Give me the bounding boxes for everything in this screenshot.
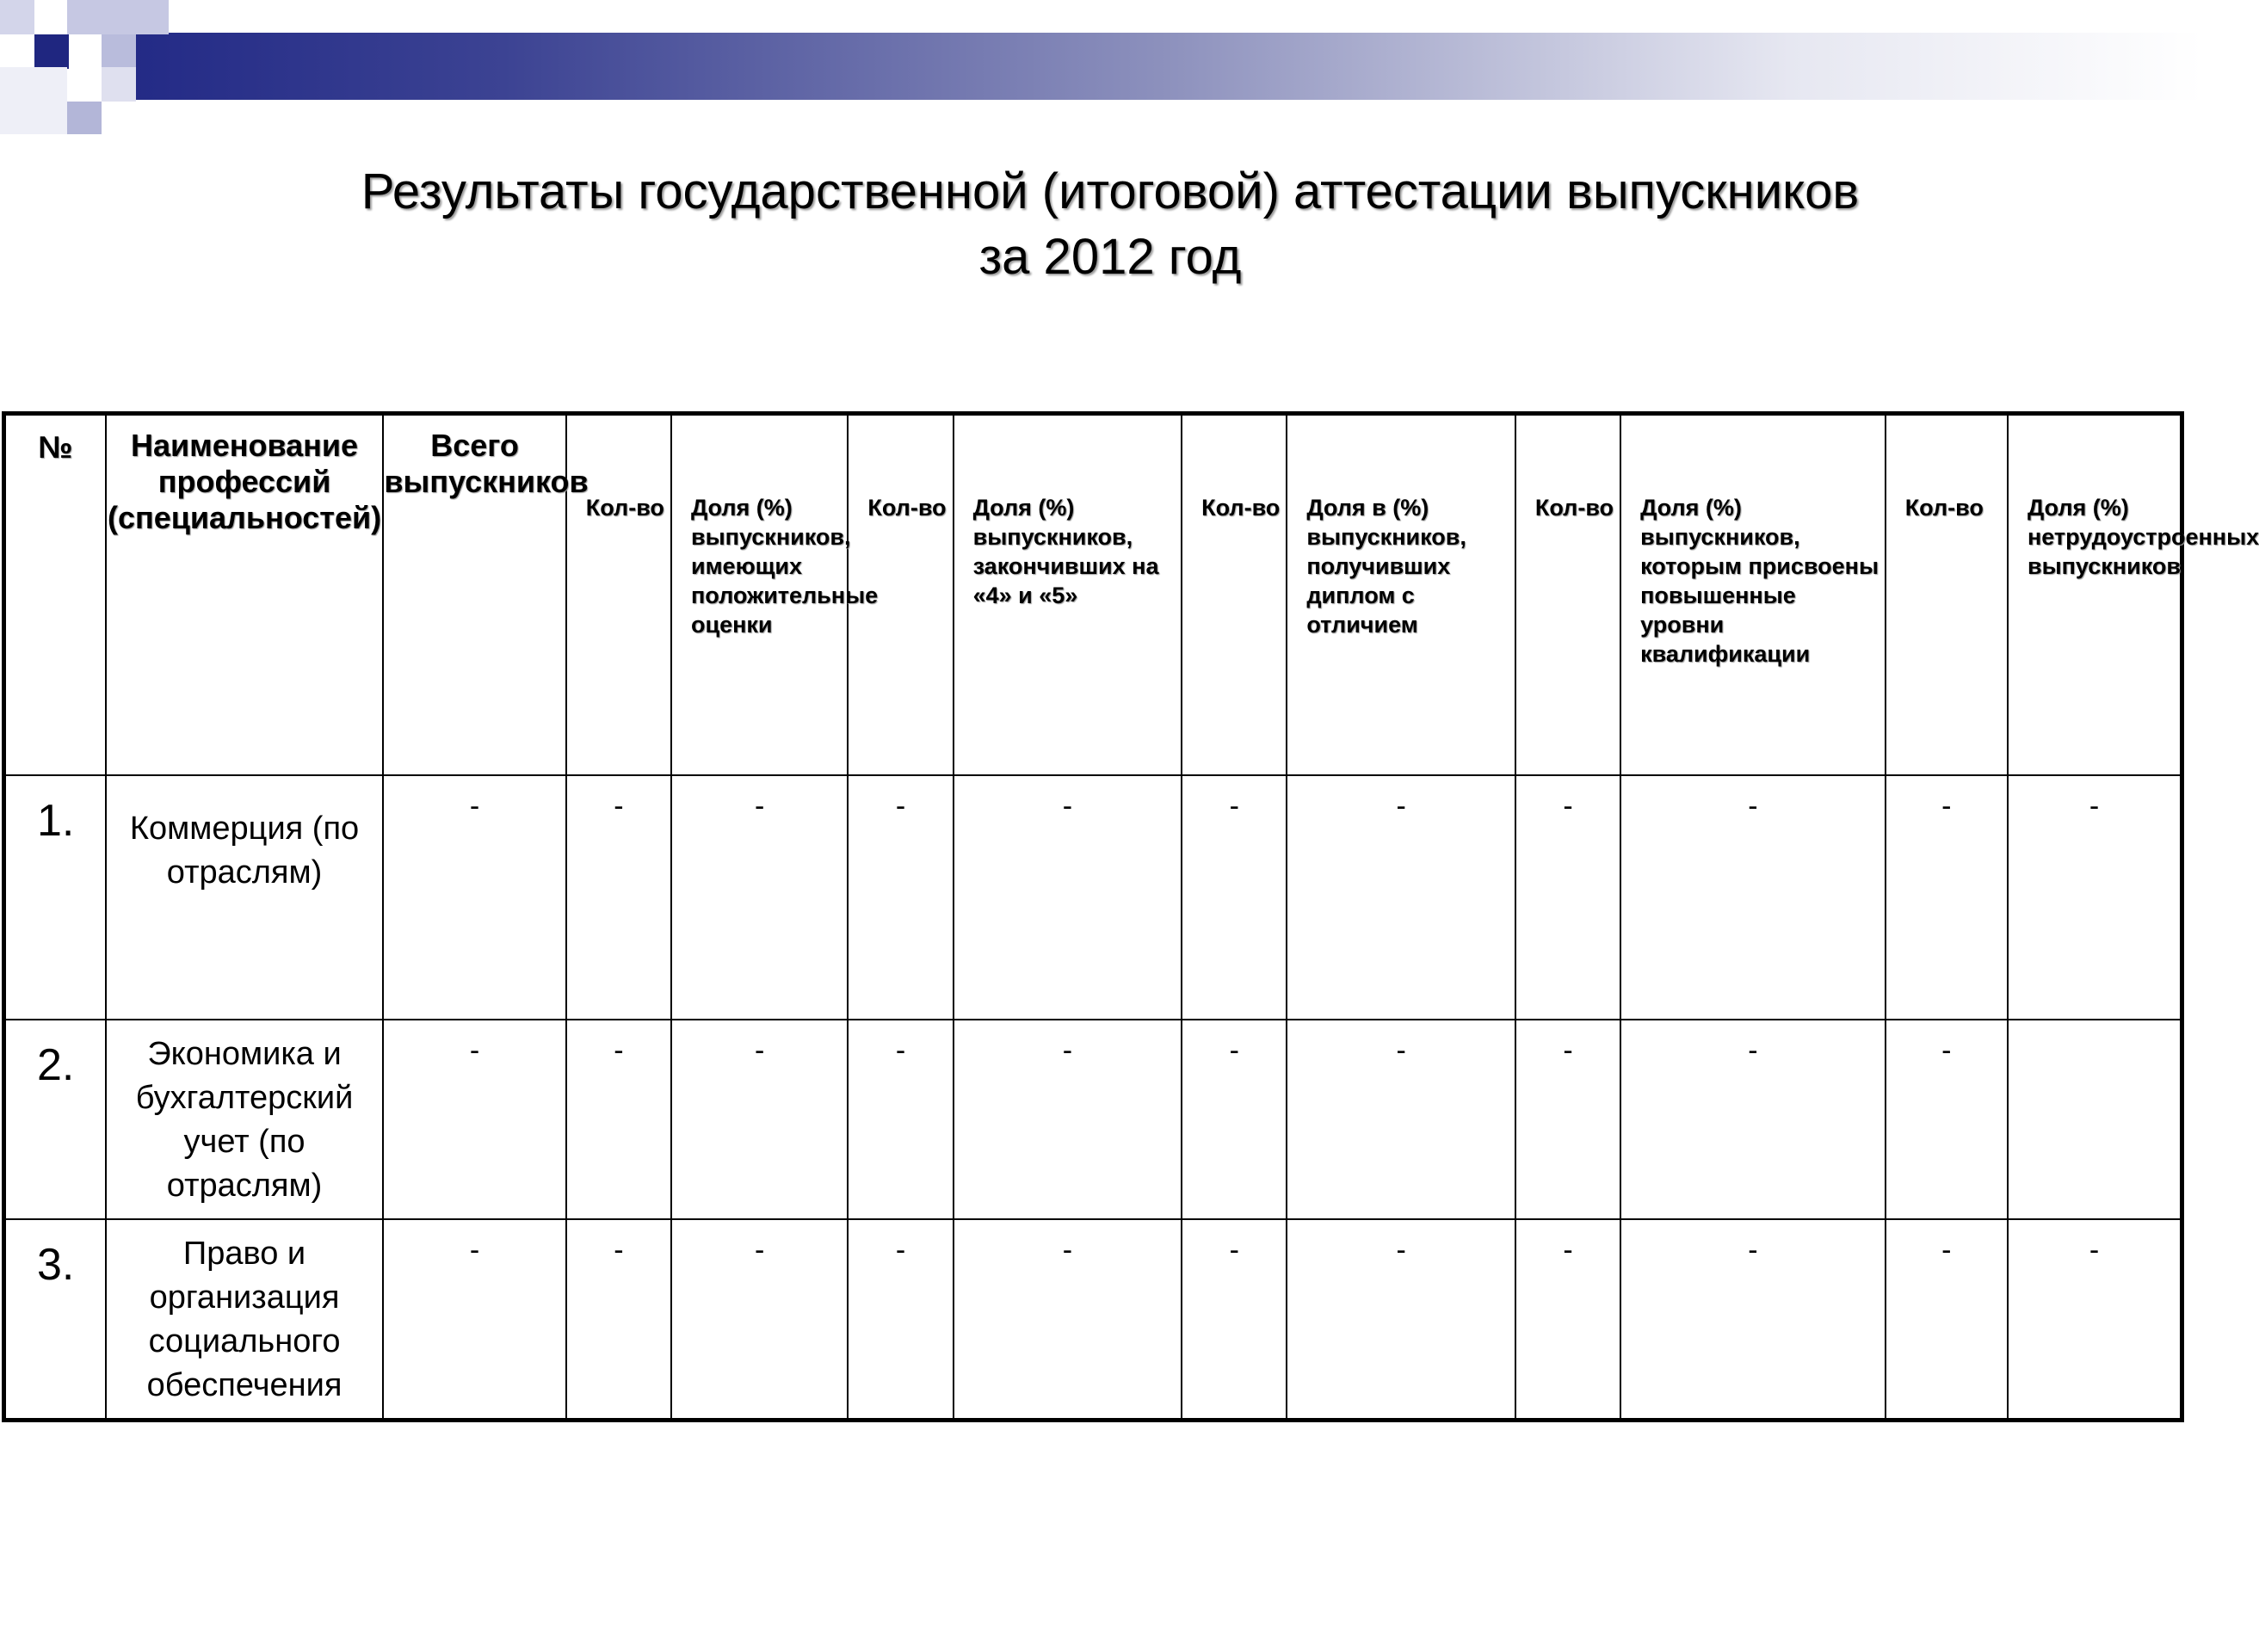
slide-title-line-1: Результаты государственной (итоговой) аттестации выпускников [361,163,1860,219]
table-cell: - [566,1219,671,1421]
table-cell: - [1182,1020,1287,1219]
table-cell: - [671,1020,848,1219]
table-row [4,1020,2182,1219]
table-cell: - [1287,1020,1515,1219]
table-cell: - [1886,775,2008,1020]
header-row [4,414,2182,775]
table-cell: - [848,1020,953,1219]
slide-title-line-2: за 2012 год [978,229,1242,285]
header-name: Наименование профессий (специальностей) [106,414,384,775]
header-share-positive: Доля (%) выпускников, имеющих положительные оценки [671,414,848,775]
table-cell: - [671,775,848,1020]
table-cell: - [954,1219,1182,1421]
row-number: 1. [4,775,106,1020]
row-number: 2. [4,1020,106,1219]
header-count: Кол-во [1886,414,2008,775]
header-share-unemployed: Доля (%) нетрудоустроенных выпускников [2008,414,2182,775]
header-count: Кол-во [848,414,953,775]
table-cell: - [1515,1219,1620,1421]
table-cell: - [1515,1020,1620,1219]
row-name: Экономика и бухгалтерский учет (по отраслям) [106,1020,384,1219]
table-cell: - [848,775,953,1020]
table-cell: - [954,1020,1182,1219]
decor-square [0,67,67,134]
header-count: Кол-во [1515,414,1620,775]
table-cell: - [566,775,671,1020]
decor-square [34,34,69,69]
table-row [4,1219,2182,1421]
decor-square [0,0,34,34]
slide-title [129,159,2091,290]
header-share-good-excellent: Доля (%) выпускников, закончивших на «4» и «5» [954,414,1182,775]
table-cell [2008,1020,2182,1219]
table-cell: - [1620,1219,1886,1421]
table-cell: - [383,775,565,1020]
header-count: Кол-во [566,414,671,775]
header-share-qualification: Доля (%) выпускников, которым присвоены повышенные уровни квалификации [1620,414,1886,775]
table-cell: - [566,1020,671,1219]
table-cell: - [383,1219,565,1421]
table-cell: - [2008,775,2182,1020]
decor-square [102,34,136,69]
header-count: Кол-во [1182,414,1287,775]
table-cell: - [1886,1020,2008,1219]
table-cell: - [1620,1020,1886,1219]
header-share-honors: Доля в (%) выпускников, получивших диплом с отличием [1287,414,1515,775]
header-number: № [4,414,106,775]
table-cell: - [1287,775,1515,1020]
header-gradient-band [131,33,2203,100]
table-cell: - [671,1219,848,1421]
row-name: Право и организация социального обеспечения [106,1219,384,1421]
table-cell: - [2008,1219,2182,1421]
table-cell: - [1886,1219,2008,1421]
table-cell: - [1182,1219,1287,1421]
table-cell: - [954,775,1182,1020]
row-name: Коммерция (по отраслям) [106,775,384,1020]
table-cell: - [1515,775,1620,1020]
decor-square [102,67,136,102]
decor-square [67,102,102,134]
results-table [2,411,2259,1422]
table-cell: - [1287,1219,1515,1421]
table-cell: - [383,1020,565,1219]
decor-square [67,0,169,34]
table-row [4,775,2182,1020]
table-cell: - [848,1219,953,1421]
table-cell: - [1182,775,1287,1020]
table-cell: - [1620,775,1886,1020]
header-total: Всего выпускников [383,414,565,775]
row-number: 3. [4,1219,106,1421]
